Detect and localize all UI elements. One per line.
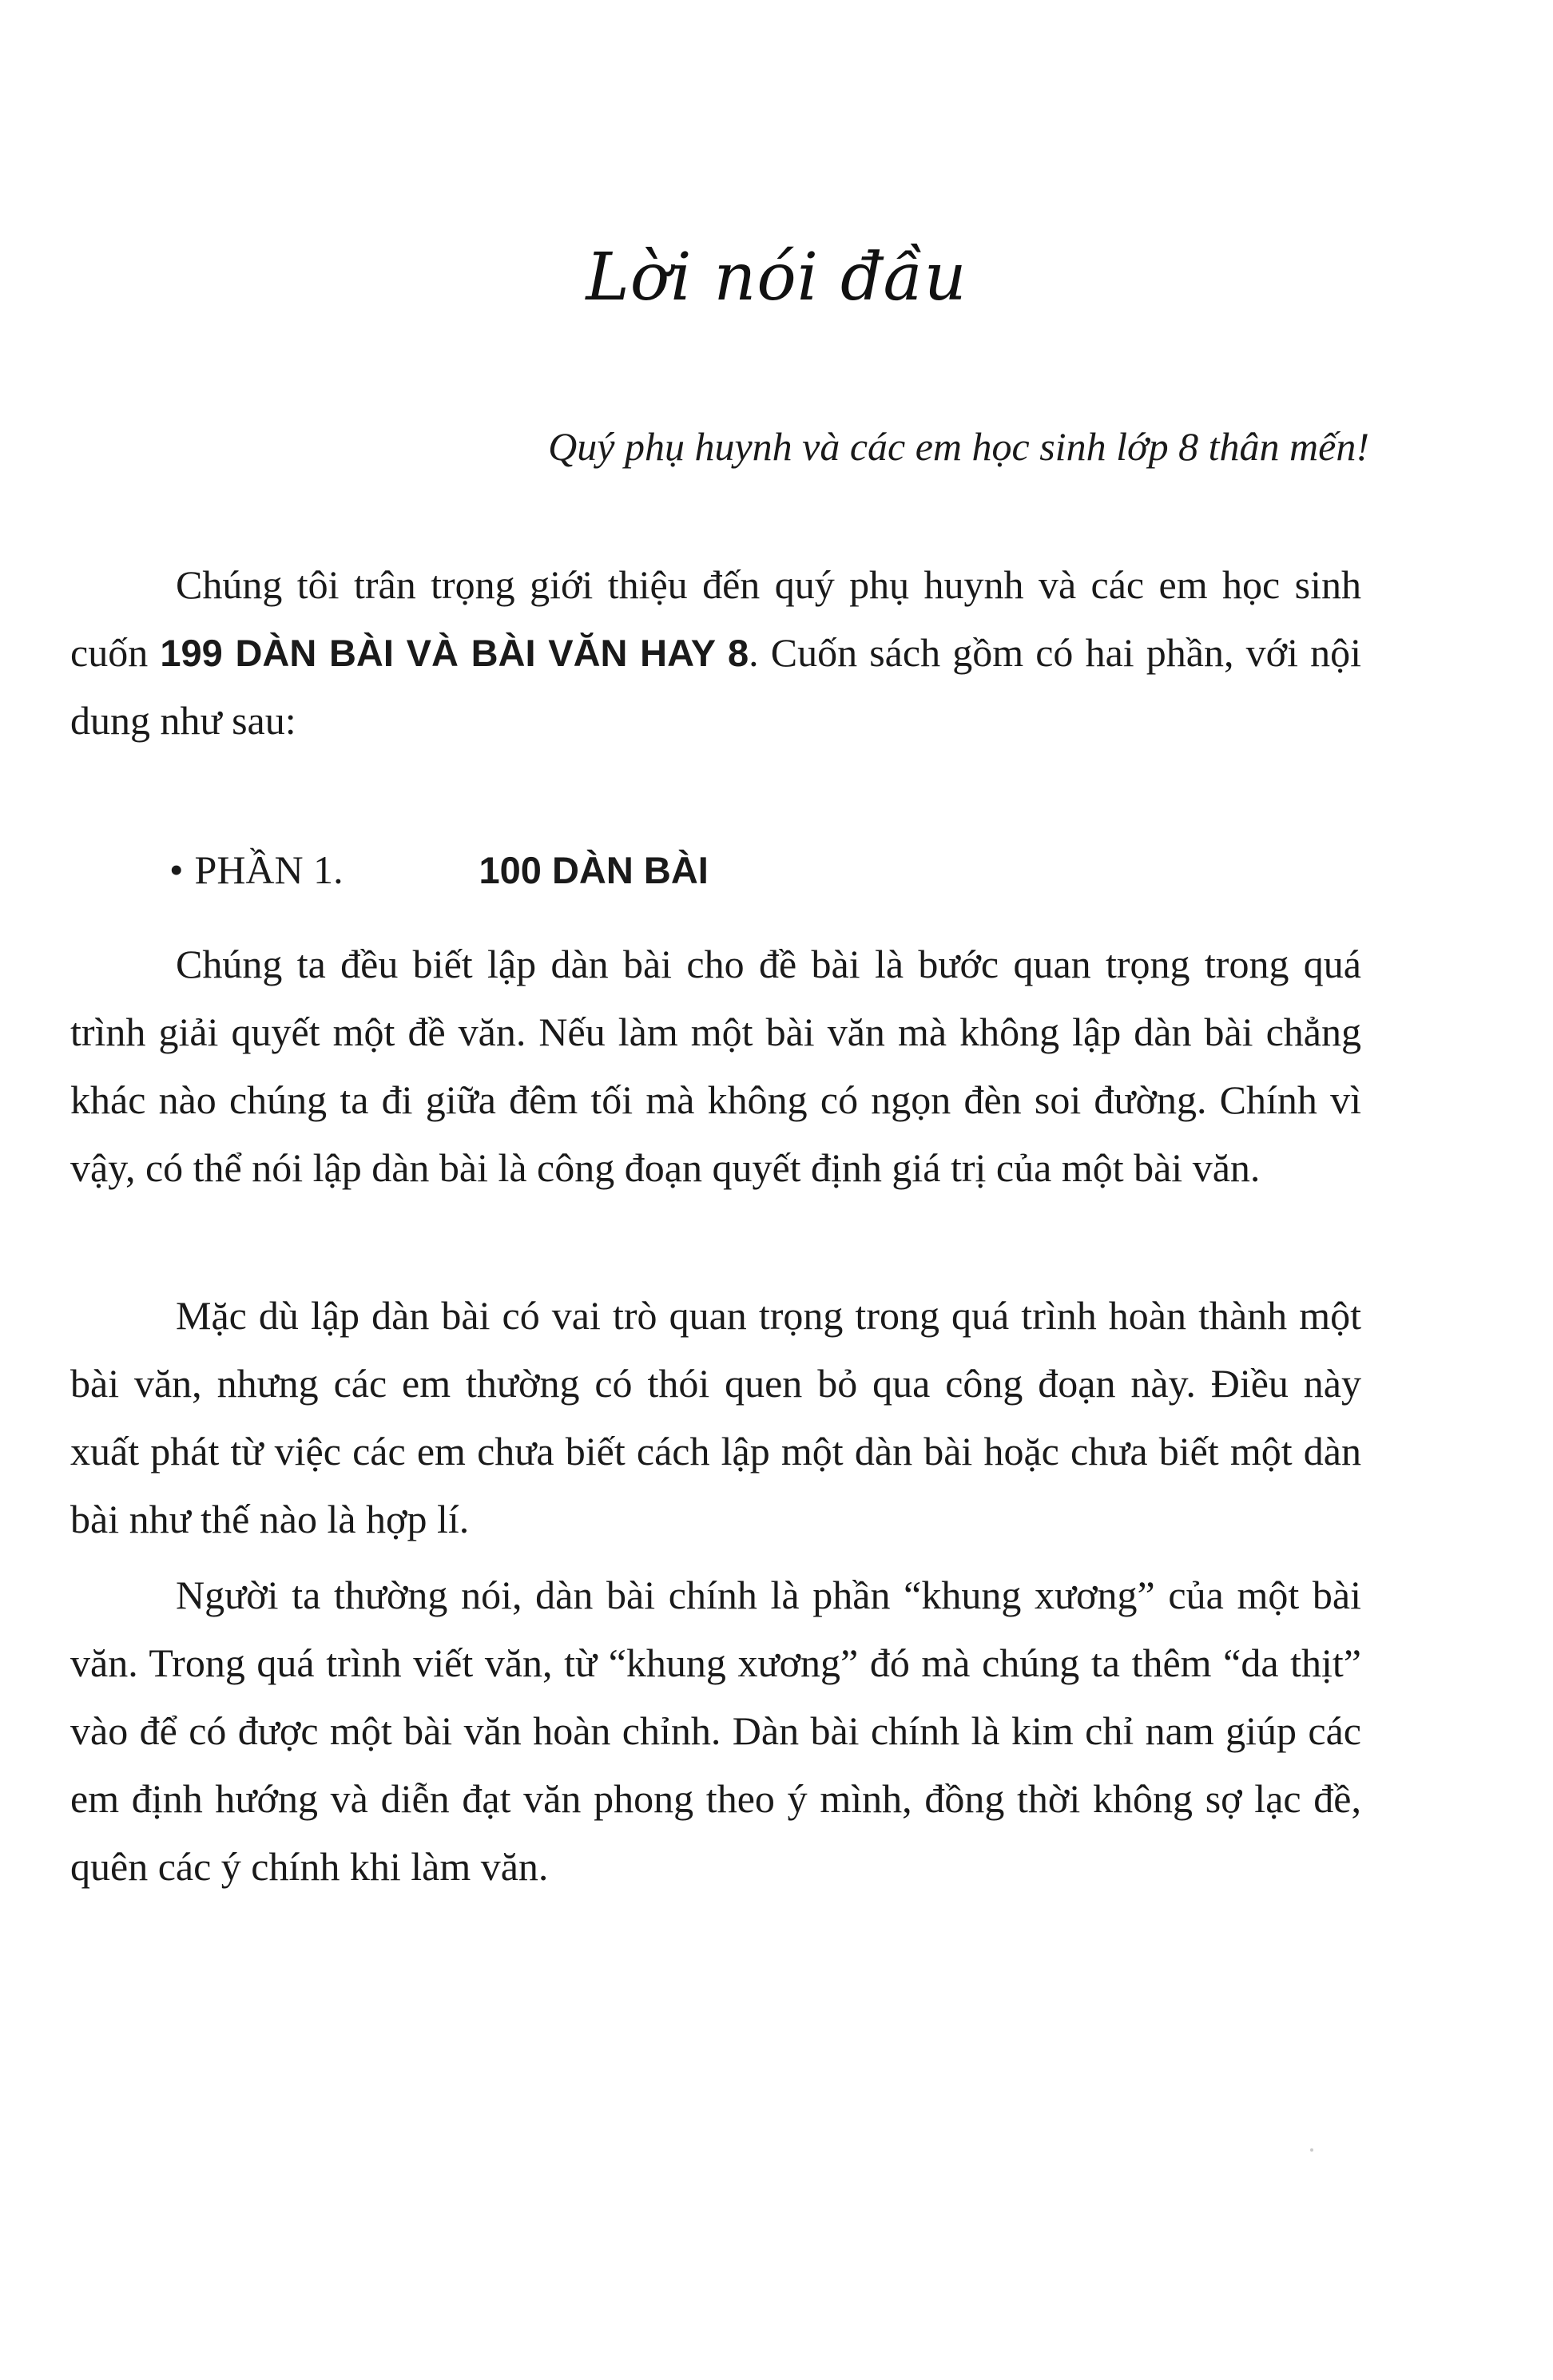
intro-text-after: . Cuốn sách gồm có hai phần, với nội dung như sau: [70,630,1361,743]
greeting-line: Quý phụ huynh và các em học sinh lớp 8 thân mến! [548,424,1369,469]
body-paragraph-3-text: Người ta thường nói, dàn bài chính là phần “khung xương” của một bài văn. Trong quá trình viết văn, từ “khung xương” đó mà chúng ta thêm “da thịt” vào để có được một bài văn hoàn chỉnh. Dàn bài chính là kim chỉ nam giúp các em định hướng và diễn đạt văn phong theo ý mình, đồng thời không sợ lạc đề, quên các ý chính khi làm văn. [70,1573,1361,1889]
section-title: 100 DÀN BÀI [479,849,709,891]
body-paragraph-3 [70,1561,1361,1901]
book-title: 199 DÀN BÀI VÀ BÀI VĂN HAY 8 [160,632,749,674]
intro-paragraph [70,551,1361,755]
section-heading [169,847,709,893]
page-title: Lời nói đầu [586,240,967,315]
bullet-mark: • [169,847,184,892]
section-label: PHẦN 1. [194,847,344,892]
body-paragraph-1-text: Chúng ta đều biết lập dàn bài cho đề bài là bước quan trọng trong quá trình giải quyết một đề văn. Nếu làm một bài văn mà không lập dàn bài chẳng khác nào chúng ta đi giữa đêm tối mà không có ngọn đèn soi đường. Chính vì vậy, có thể nói lập dàn bài là công đoạn quyết định giá trị của một bài văn. [70,942,1361,1190]
body-paragraph-1 [70,930,1361,1202]
body-paragraph-2-text: Mặc dù lập dàn bài có vai trò quan trọng trong quá trình hoàn thành một bài văn, nhưng các em thường có thói quen bỏ qua công đoạn này. Điều này xuất phát từ việc các em chưa biết cách lập một dàn bài hoặc chưa biết một dàn bài như thế nào là hợp lí. [70,1293,1361,1541]
print-speck [1310,2148,1313,2152]
intro-text-before: Chúng tôi trân trọng giới thiệu đến quý phụ huynh và các em học sinh cuốn [70,562,1361,675]
body-paragraph-2 [70,1282,1361,1553]
